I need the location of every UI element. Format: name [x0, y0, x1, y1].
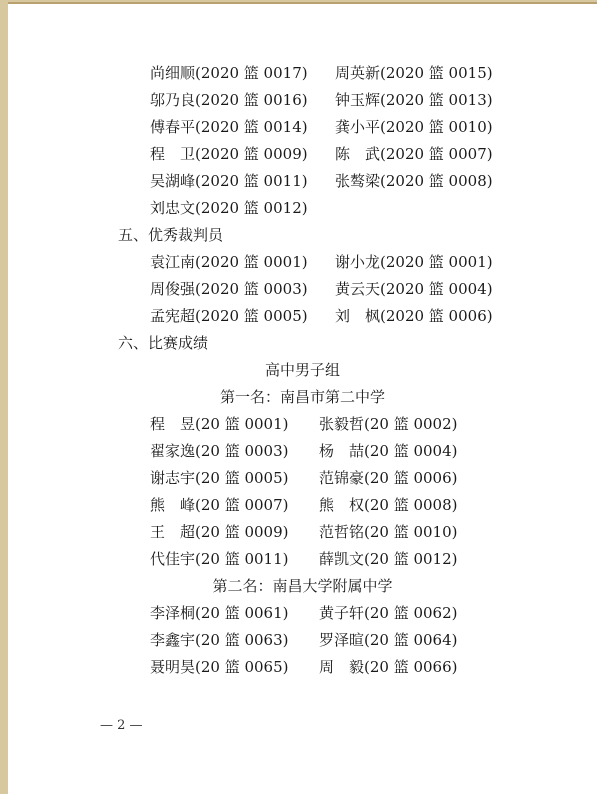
referee-entry: 吴湖峰(2020 篮 0011) [150, 172, 308, 190]
player-entry: 黄子轩(20 篮 0062) [319, 604, 458, 622]
player-entry: 翟家逸(20 篮 0003) [150, 442, 289, 460]
document-page [8, 2, 597, 794]
player-entry: 张毅哲(20 篮 0002) [319, 415, 458, 433]
first-place-title: 第一名：南昌市第二中学 [219, 388, 385, 406]
player-entry: 范锦豪(20 篮 0006) [319, 469, 458, 487]
second-place-title: 第二名：南昌大学附属中学 [212, 577, 393, 595]
referee-entry: 邬乃良(2020 篮 0016) [150, 91, 308, 109]
player-entry: 熊 权(20 篮 0008) [319, 496, 458, 514]
referee-entry: 尚细顺(2020 篮 0017) [150, 64, 308, 82]
player-entry: 李鑫宇(20 篮 0063) [150, 631, 289, 649]
player-entry: 王 超(20 篮 0009) [150, 523, 289, 541]
referee-entry: 黄云天(2020 篮 0004) [335, 280, 493, 298]
referee-entry: 陈 武(2020 篮 0007) [335, 145, 493, 163]
referee-entry: 程 卫(2020 篮 0009) [150, 145, 308, 163]
player-entry: 罗泽暄(20 篮 0064) [319, 631, 458, 649]
referee-entry: 袁江南(2020 篮 0001) [150, 253, 308, 271]
player-entry: 程 昱(20 篮 0001) [150, 415, 289, 433]
referee-entry: 傅春平(2020 篮 0014) [150, 118, 308, 136]
section-heading-outstanding-referees: 五、优秀裁判员 [118, 226, 224, 244]
player-entry: 范哲铭(20 篮 0010) [319, 523, 458, 541]
player-entry: 李泽桐(20 篮 0061) [150, 604, 289, 622]
player-entry: 熊 峰(20 篮 0007) [150, 496, 289, 514]
referee-entry: 刘 枫(2020 篮 0006) [335, 307, 493, 325]
player-entry: 周 毅(20 篮 0066) [319, 658, 458, 676]
player-entry: 聂明昊(20 篮 0065) [150, 658, 289, 676]
referee-entry: 张骜梁(2020 篮 0008) [335, 172, 493, 190]
player-entry: 薛凯文(20 篮 0012) [319, 550, 458, 568]
player-entry: 杨 喆(20 篮 0004) [319, 442, 458, 460]
referee-entry: 龚小平(2020 篮 0010) [335, 118, 493, 136]
section-heading-results: 六、比赛成绩 [118, 334, 209, 352]
referee-entry: 周英新(2020 篮 0015) [335, 64, 493, 82]
player-entry: 谢志宇(20 篮 0005) [150, 469, 289, 487]
referee-entry: 谢小龙(2020 篮 0001) [335, 253, 493, 271]
player-entry: 代佳宇(20 篮 0011) [150, 550, 289, 568]
referee-entry: 孟宪超(2020 篮 0005) [150, 307, 308, 325]
page-number: — 2 — [100, 718, 143, 733]
referee-entry: 钟玉辉(2020 篮 0013) [335, 91, 493, 109]
group-title: 高中男子组 [264, 361, 340, 379]
referee-entry: 周俊强(2020 篮 0003) [150, 280, 308, 298]
referee-entry: 刘忠文(2020 篮 0012) [150, 199, 308, 217]
